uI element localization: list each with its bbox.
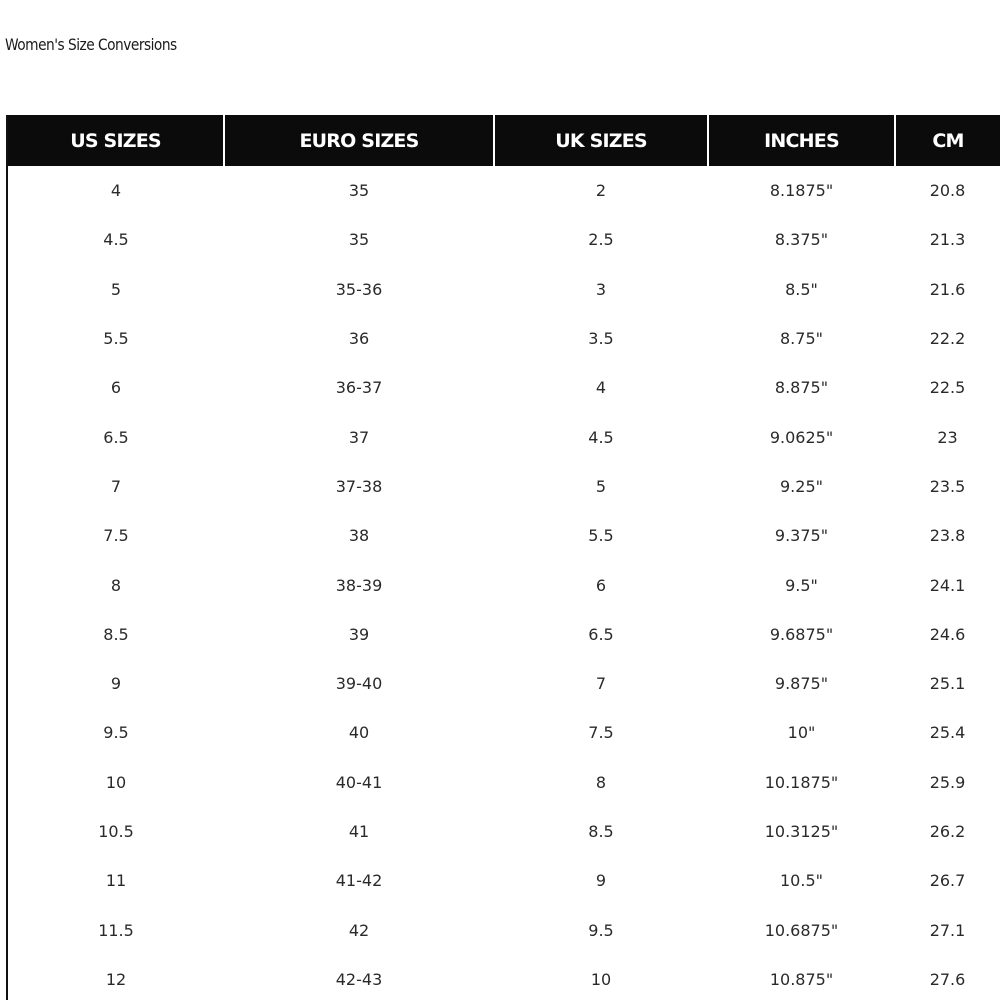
inches-cell: 8.5" xyxy=(785,279,818,299)
inches-cell: 9.0625" xyxy=(769,427,834,447)
table-row xyxy=(8,758,1000,807)
table-row xyxy=(8,215,1000,264)
inches-cell: 9.875" xyxy=(774,674,829,694)
table-row xyxy=(8,363,1000,412)
column-header-euro-sizes: EURO SIZES xyxy=(224,115,494,166)
euro-size-cell: 35 xyxy=(348,230,370,250)
table-row xyxy=(8,412,1000,461)
inches-cell: 8.75" xyxy=(780,329,823,349)
column-header-uk-sizes: UK SIZES xyxy=(494,115,708,166)
inches-cell: 9.6875" xyxy=(769,624,834,644)
table-row xyxy=(8,708,1000,757)
inches-cell: 8.1875" xyxy=(769,181,834,201)
table-row xyxy=(8,659,1000,708)
uk-size-cell: 8.5 xyxy=(588,822,614,841)
table-row xyxy=(8,905,1000,954)
cm-cell: 21.3 xyxy=(929,230,966,250)
us-size-cell: 10 xyxy=(105,772,127,792)
uk-size-cell: 3.5 xyxy=(588,329,614,349)
us-size-cell: 11 xyxy=(105,871,127,891)
table-row xyxy=(8,462,1000,511)
us-size-cell: 9 xyxy=(110,674,122,694)
cm-cell: 22.2 xyxy=(929,329,966,349)
euro-size-cell: 40 xyxy=(348,723,370,743)
uk-size-cell: 4 xyxy=(595,378,607,398)
uk-size-cell: 9 xyxy=(595,871,607,891)
us-size-cell: 9.5 xyxy=(103,723,129,743)
cm-cell: 24.1 xyxy=(929,575,966,595)
cm-cell: 23.5 xyxy=(929,476,966,496)
table-row xyxy=(8,166,1000,215)
us-size-cell: 12 xyxy=(105,969,127,989)
cm-cell: 25.4 xyxy=(929,723,966,743)
us-size-cell: 8 xyxy=(110,575,122,595)
euro-size-cell: 39 xyxy=(348,624,370,644)
uk-size-cell: 3 xyxy=(595,279,607,299)
us-size-cell: 7 xyxy=(110,476,122,496)
euro-size-cell: 35 xyxy=(348,181,370,201)
us-size-cell: 10.5 xyxy=(98,822,134,841)
table-row xyxy=(8,856,1000,905)
us-size-cell: 8.5 xyxy=(103,624,129,644)
uk-size-cell: 4.5 xyxy=(588,427,614,447)
us-size-cell: 6.5 xyxy=(103,427,129,447)
inches-cell: 10.5" xyxy=(780,871,823,891)
us-size-cell: 7.5 xyxy=(103,526,129,546)
table-row xyxy=(8,314,1000,363)
size-conversion-table-container xyxy=(6,115,1000,1000)
table-row xyxy=(8,610,1000,659)
cm-cell: 26.7 xyxy=(929,871,966,891)
size-conversion-table xyxy=(8,115,1000,1000)
uk-size-cell: 7 xyxy=(595,674,607,694)
table-row xyxy=(8,955,1000,1000)
inches-cell: 10.6875" xyxy=(764,920,839,940)
table-row xyxy=(8,265,1000,314)
cm-cell: 27.6 xyxy=(929,969,966,989)
uk-size-cell: 5.5 xyxy=(588,526,614,546)
inches-cell: 9.25" xyxy=(780,476,823,496)
cm-cell: 26.2 xyxy=(929,822,966,841)
euro-size-cell: 35-36 xyxy=(335,279,383,299)
euro-size-cell: 36-37 xyxy=(335,378,383,398)
cm-cell: 21.6 xyxy=(929,279,966,299)
euro-size-cell: 42 xyxy=(348,920,370,940)
us-size-cell: 4 xyxy=(110,181,122,201)
cm-cell: 24.6 xyxy=(929,624,966,644)
table-body xyxy=(8,166,1000,1000)
euro-size-cell: 42-43 xyxy=(335,969,383,989)
euro-size-cell: 38-39 xyxy=(335,575,383,595)
inches-cell: 10.1875" xyxy=(764,772,839,792)
table-row xyxy=(8,511,1000,560)
inches-cell: 9.375" xyxy=(774,526,829,546)
inches-cell: 10.3125" xyxy=(764,822,839,841)
euro-size-cell: 38 xyxy=(348,526,370,546)
uk-size-cell: 2.5 xyxy=(588,230,614,250)
euro-size-cell: 41-42 xyxy=(335,871,383,891)
cm-cell: 25.1 xyxy=(929,674,966,694)
uk-size-cell: 6 xyxy=(595,575,607,595)
page-title: Women's Size Conversions xyxy=(5,35,177,54)
table-header-row xyxy=(8,115,1000,166)
table-row xyxy=(8,807,1000,856)
uk-size-cell: 5 xyxy=(595,476,607,496)
us-size-cell: 5.5 xyxy=(103,329,129,349)
cm-cell: 20.8 xyxy=(929,181,966,201)
table-row xyxy=(8,560,1000,609)
cm-cell: 27.1 xyxy=(929,920,966,940)
cm-cell: 22.5 xyxy=(929,378,966,398)
uk-size-cell: 8 xyxy=(595,772,607,792)
cm-cell: 23.8 xyxy=(929,526,966,546)
us-size-cell: 5 xyxy=(110,279,122,299)
uk-size-cell: 2 xyxy=(595,181,607,201)
inches-cell: 8.875" xyxy=(774,378,829,398)
inches-cell: 9.5" xyxy=(785,575,818,595)
column-header-cm: CM xyxy=(895,115,1000,166)
inches-cell: 10.875" xyxy=(769,969,834,989)
uk-size-cell: 6.5 xyxy=(588,624,614,644)
euro-size-cell: 36 xyxy=(348,329,370,349)
us-size-cell: 11.5 xyxy=(98,920,134,940)
cm-cell: 25.9 xyxy=(929,772,966,792)
us-size-cell: 4.5 xyxy=(103,230,129,250)
euro-size-cell: 37-38 xyxy=(335,476,383,496)
uk-size-cell: 10 xyxy=(590,969,612,989)
euro-size-cell: 40-41 xyxy=(335,772,383,792)
column-header-us-sizes: US SIZES xyxy=(8,115,224,166)
column-header-inches: INCHES xyxy=(708,115,895,166)
uk-size-cell: 7.5 xyxy=(588,723,614,743)
inches-cell: 10" xyxy=(787,723,816,743)
euro-size-cell: 41 xyxy=(348,822,370,841)
uk-size-cell: 9.5 xyxy=(588,920,614,940)
inches-cell: 8.375" xyxy=(774,230,829,250)
us-size-cell: 6 xyxy=(110,378,122,398)
euro-size-cell: 37 xyxy=(348,427,370,447)
cm-cell: 23 xyxy=(937,427,958,447)
euro-size-cell: 39-40 xyxy=(335,674,383,694)
